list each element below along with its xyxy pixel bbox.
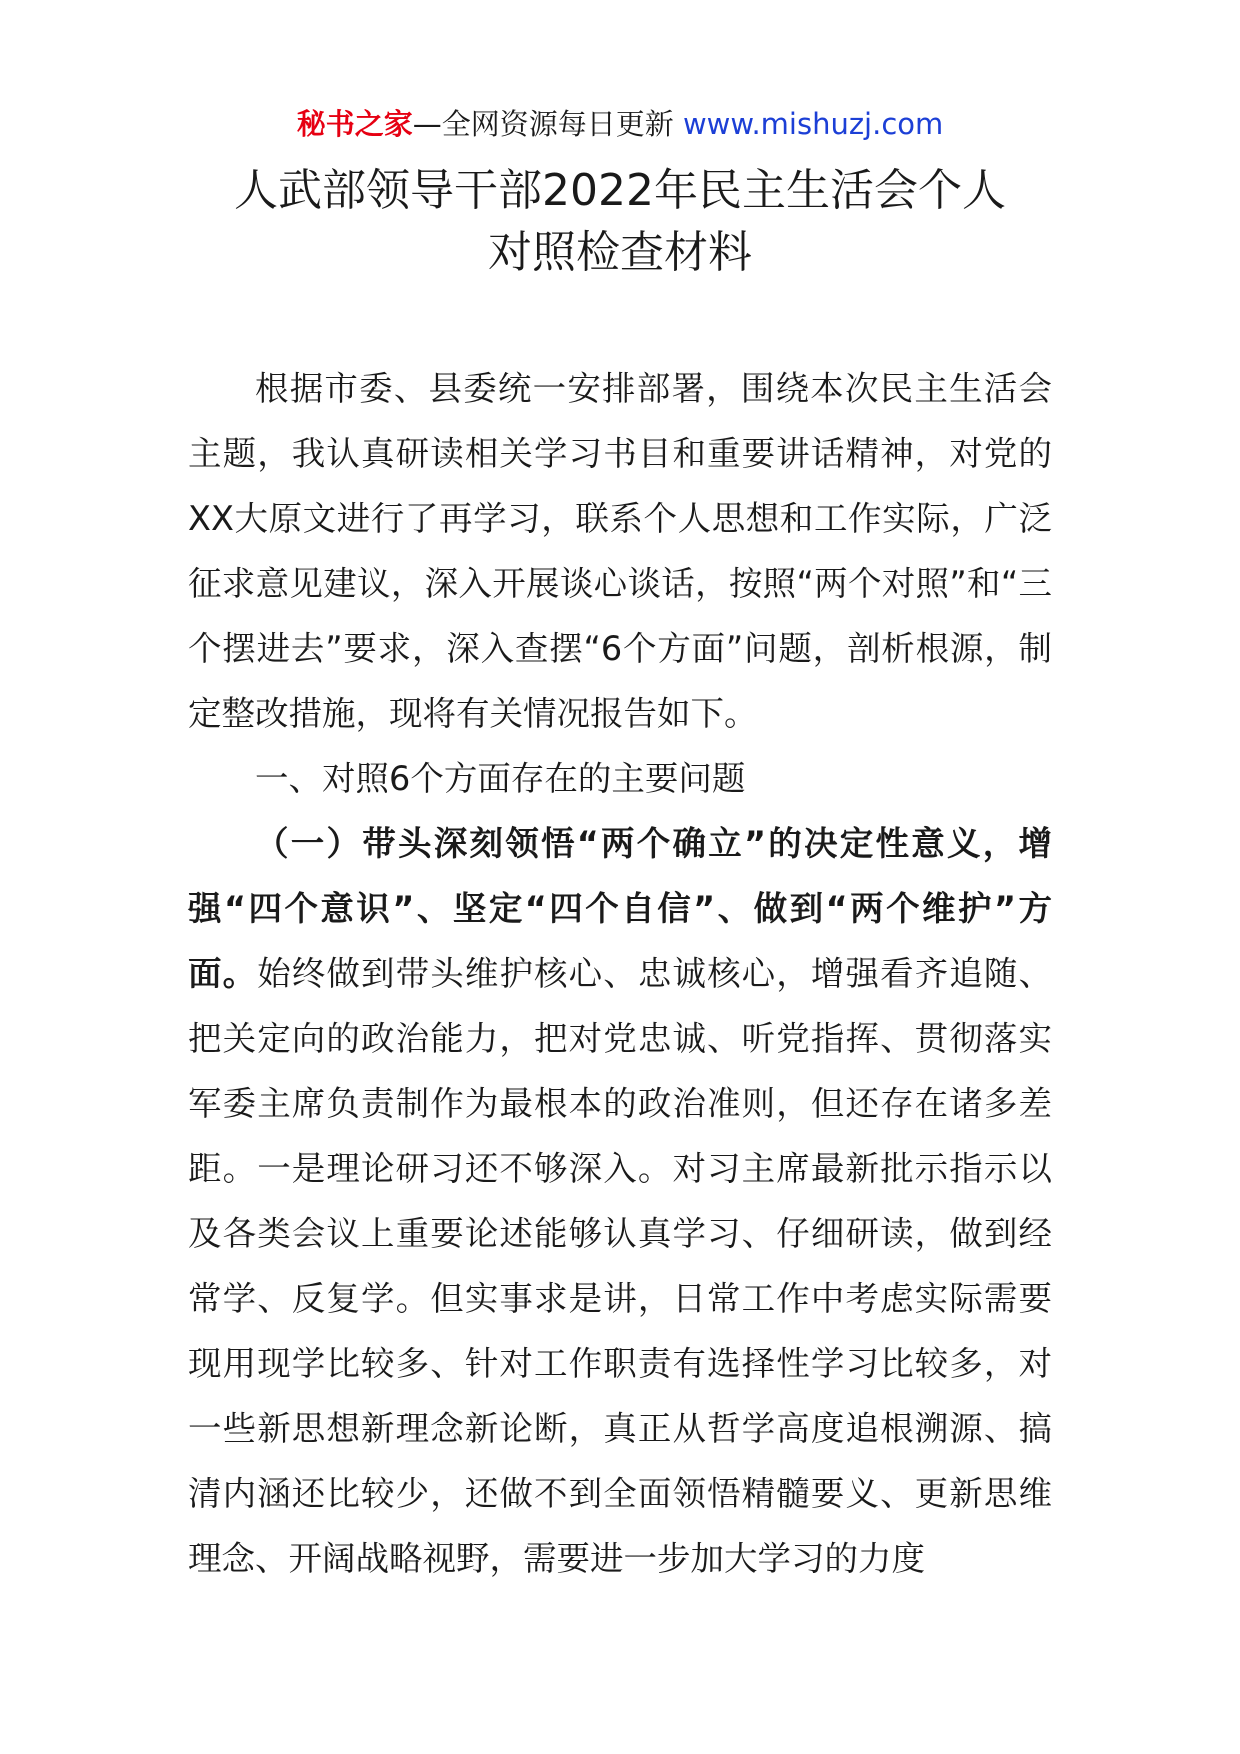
banner-url-link[interactable]: www.mishuzj.com <box>682 107 944 141</box>
subsection-1-heading: （一）带头深刻领悟“两个确立”的决定性意义，增强“四个意识”、坚定“四个自信”、做到“两个维护”方面。 <box>188 824 1052 993</box>
subsection-1-text: 始终做到带头维护核心、忠诚核心，增强看齐追随、把关定向的政治能力，把对党忠诚、听党指挥、贯彻落实军委主席负责制作为最根本的政治准则，但还存在诸多差距。一是理论研习还不够深入。对习主席最新批示指示以及各类会议上重要论述能够认真学习、仔细研读，做到经常学、反复学。但实事求是讲，日常工作中考虑实际需要现用现学比较多、针对工作职责有选择性学习比较多，对一些新思想新理念新论断，真正从哲学高度追根溯源、搞清内涵还比较少，还做不到全面领悟精髓要义、更新思维理念、开阔战略视野，需要进一步加大学习的力度 <box>188 954 1053 1578</box>
intro-paragraph: 根据市委、县委统一安排部署，围绕本次民主生活会主题，我认真研读相关学习书目和重要讲话精神，对党的XX大原文进行了再学习，联系个人思想和工作实际，广泛征求意见建议，深入开展谈心谈话，按照“两个对照”和“三个摆进去”要求，深入查摆“6个方面”问题，剖析根源，制定整改措施，现将有关情况报告如下。 <box>188 369 1052 733</box>
subsection-1-paragraph <box>188 811 1052 1591</box>
banner-slogan: —全网资源每日更新 <box>412 107 683 141</box>
title-line-1: 人武部领导干部2022年民主生活会个人 <box>234 165 1006 216</box>
title-line-2: 对照检查材料 <box>488 227 752 278</box>
document-title <box>188 160 1052 284</box>
document-body <box>188 356 1052 1591</box>
section-heading-1: 一、对照6个方面存在的主要问题 <box>255 759 746 798</box>
banner-brand: 秘书之家 <box>296 107 413 141</box>
header-banner <box>188 100 1052 148</box>
